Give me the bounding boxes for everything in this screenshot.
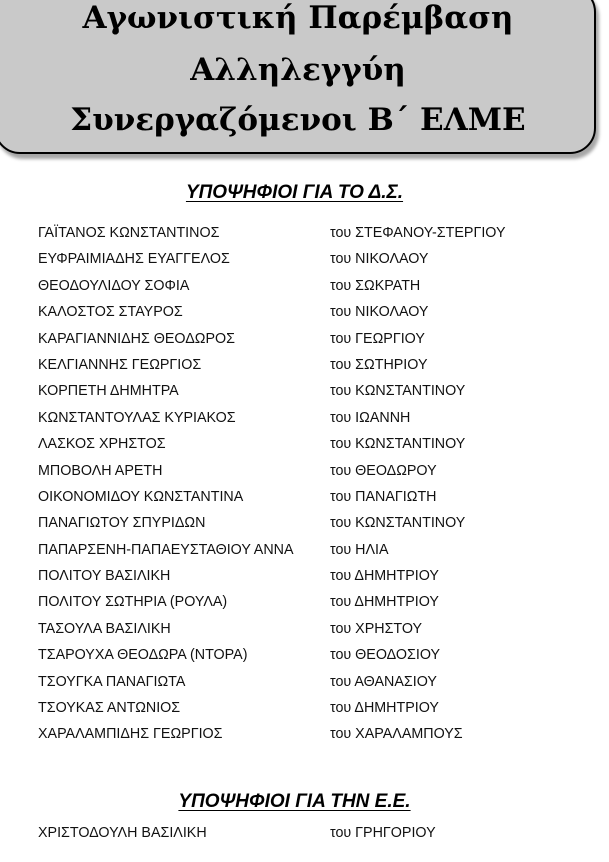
- candidate-father-name: του ΝΙΚΟΛΑΟΥ: [330, 251, 429, 268]
- title-line-1: Αγωνιστική Παρέμβαση: [82, 0, 514, 36]
- title-line-2: Αλληλεγγύη: [190, 52, 406, 88]
- candidate-father-name: του ΘΕΟΔΟΣΙΟΥ: [330, 647, 441, 664]
- candidate-father-name: του ΔΗΜΗΤΡΙΟΥ: [330, 700, 439, 717]
- candidate-row: [0, 724, 609, 750]
- candidate-row: [0, 276, 609, 302]
- candidate-name: ΧΑΡΑΛΑΜΠΙΔΗΣ ΓΕΩΡΓΙΟΣ: [38, 726, 223, 743]
- candidate-father-name: του ΧΡΗΣΤΟΥ: [330, 620, 423, 637]
- candidate-name: ΠΟΛΙΤΟΥ ΒΑΣΙΛΙΚΗ: [38, 568, 171, 585]
- candidate-father-name: του ΘΕΟΔΩΡΟΥ: [330, 462, 437, 479]
- candidate-name: ΠΑΠΑΡΣΕΝΗ-ΠΑΠΑΕΥΣΤΑΘΙΟΥ ΑΝΝΑ: [38, 541, 294, 558]
- board-candidates-heading: ΥΠΟΨΗΦΙΟΙ ΓΙΑ ΤΟ Δ.Σ.: [185, 182, 404, 203]
- candidate-father-name: του ΓΕΩΡΓΙΟΥ: [330, 330, 425, 347]
- candidate-father-name: του ΣΩΚΡΑΤΗ: [330, 277, 421, 294]
- candidate-father-name: του ΔΗΜΗΤΡΙΟΥ: [330, 594, 439, 611]
- candidate-row: [0, 249, 609, 275]
- board-candidates-list: [0, 223, 609, 751]
- candidate-row: [0, 823, 609, 849]
- candidate-name: ΠΑΝΑΓΙΩΤΟΥ ΣΠΥΡΙΔΩΝ: [38, 515, 206, 532]
- candidate-father-name: του ΔΗΜΗΤΡΙΟΥ: [330, 568, 439, 585]
- title-line-3: Συνεργαζόμενοι Β΄ ΕΛΜΕ: [70, 102, 526, 138]
- candidate-row: [0, 513, 609, 539]
- candidate-row: [0, 487, 609, 513]
- candidate-name: ΤΣΟΥΓΚΑ ΠΑΝΑΓΙΩΤΑ: [38, 673, 186, 690]
- candidate-name: ΧΡΙΣΤΟΔΟΥΛΗ ΒΑΣΙΛΙΚΗ: [38, 825, 207, 841]
- candidate-name: ΤΑΣΟΥΛΑ ΒΑΣΙΛΙΚΗ: [38, 620, 171, 637]
- candidate-name: ΠΟΛΙΤΟΥ ΣΩΤΗΡΙΑ (ΡΟΥΛΑ): [38, 594, 228, 611]
- candidate-father-name: του ΝΙΚΟΛΑΟΥ: [330, 304, 429, 321]
- audit-committee-candidates-heading: ΥΠΟΨΗΦΙΟΙ ΓΙΑ ΤΗΝ Ε.Ε.: [178, 791, 411, 812]
- candidate-name: ΤΣΟΥΚΑΣ ΑΝΤΩΝΙΟΣ: [38, 700, 181, 717]
- candidate-name: ΚΩΝΣΤΑΝΤΟΥΛΑΣ ΚΥΡΙΑΚΟΣ: [38, 409, 236, 426]
- candidate-name: ΛΑΣΚΟΣ ΧΡΗΣΤΟΣ: [38, 436, 166, 453]
- candidate-name: ΚΕΛΓΙΑΝΝΗΣ ΓΕΩΡΓΙΟΣ: [38, 356, 202, 373]
- candidate-name: ΚΑΛΟΣΤΟΣ ΣΤΑΥΡΟΣ: [38, 304, 183, 321]
- candidate-row: [0, 461, 609, 487]
- candidate-row: [0, 645, 609, 671]
- candidate-row: [0, 434, 609, 460]
- candidate-father-name: του ΣΤΕΦΑΝΟΥ-ΣΤΕΡΓΙΟΥ: [330, 225, 506, 241]
- candidate-father-name: του ΠΑΝΑΓΙΩΤΗ: [330, 488, 437, 505]
- candidate-name: ΚΟΡΠΕΤΗ ΔΗΜΗΤΡΑ: [38, 383, 179, 400]
- candidate-row: [0, 566, 609, 592]
- candidate-father-name: του ΚΩΝΣΤΑΝΤΙΝΟΥ: [330, 436, 466, 453]
- candidate-row: [0, 355, 609, 381]
- candidate-father-name: του ΚΩΝΣΤΑΝΤΙΝΟΥ: [330, 383, 466, 400]
- candidate-father-name: του ΙΩΑΝΝΗ: [330, 409, 411, 426]
- candidate-father-name: του ΣΩΤΗΡΙΟΥ: [330, 356, 428, 373]
- candidate-row: [0, 698, 609, 724]
- candidate-name: ΓΑΪΤΑΝΟΣ ΚΩΝΣΤΑΝΤΙΝΟΣ: [38, 225, 220, 241]
- candidate-row: [0, 302, 609, 328]
- candidate-row: [0, 329, 609, 355]
- candidate-father-name: του ΗΛΙΑ: [330, 541, 389, 558]
- candidate-row: [0, 408, 609, 434]
- candidate-row: [0, 540, 609, 566]
- candidate-father-name: του ΑΘΑΝΑΣΙΟΥ: [330, 673, 437, 690]
- candidate-name: ΜΠΟΒΟΛΗ ΑΡΕΤΗ: [38, 462, 163, 479]
- candidate-row: [0, 619, 609, 645]
- candidate-father-name: του ΧΑΡΑΛΑΜΠΟΥΣ: [330, 726, 463, 743]
- candidate-name: ΘΕΟΔΟΥΛΙΔΟΥ ΣΟΦΙΑ: [38, 277, 190, 294]
- candidate-father-name: του ΚΩΝΣΤΑΝΤΙΝΟΥ: [330, 515, 466, 532]
- candidate-row: [0, 223, 609, 249]
- candidate-row: [0, 592, 609, 618]
- candidate-name: ΕΥΦΡΑΙΜΙΑΔΗΣ ΕΥΑΓΓΕΛΟΣ: [38, 251, 230, 268]
- candidate-row: [0, 381, 609, 407]
- candidate-name: ΤΣΑΡΟΥΧΑ ΘΕΟΔΩΡΑ (ΝΤΟΡΑ): [38, 647, 248, 664]
- audit-committee-candidates-list: [0, 823, 609, 849]
- candidate-name: ΚΑΡΑΓΙΑΝΝΙΔΗΣ ΘΕΟΔΩΡΟΣ: [38, 330, 235, 347]
- candidate-row: [0, 672, 609, 698]
- candidate-father-name: του ΓΡΗΓΟΡΙΟΥ: [330, 825, 436, 841]
- candidate-name: ΟΙΚΟΝΟΜΙΔΟΥ ΚΩΝΣΤΑΝΤΙΝΑ: [38, 488, 244, 505]
